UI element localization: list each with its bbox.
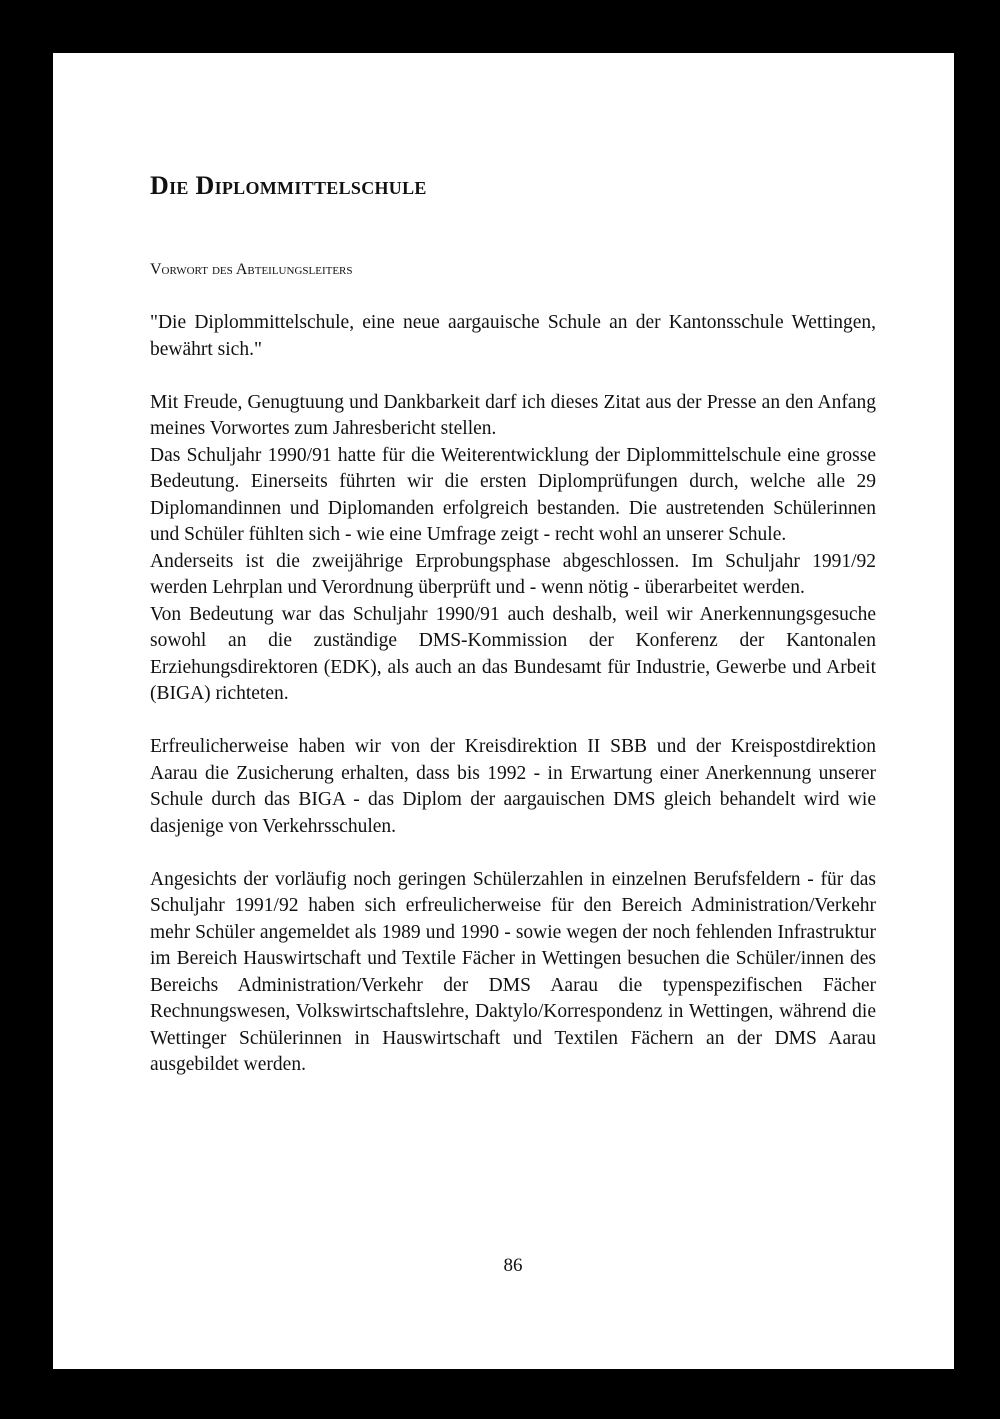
body-text bbox=[150, 310, 876, 1079]
paragraph: Angesichts der vorläufig noch geringen Schülerzahlen in einzelnen Berufsfeldern - für das Schuljahr 1991/92 haben sich erfreulicherweise für den Bereich Administration/Verkehr mehr Schüler angemeldet als 1989 und 1990 - sowie wegen der noch fehlenden Infrastruktur im Bereich Hauswirtschaft und Textile Fächer in Wettingen besuchen die Schüler/innen des Bereichs Administration/Verkehr der DMS Aarau die typenspezifischen Fächer Rechnungswesen, Volkswirtschaftslehre, Daktylo/Korrespondenz in Wettingen, während die Wettinger Schülerinnen in Hauswirtschaft und Textilen Fächern an der DMS Aarau ausgebildet werden. bbox=[150, 868, 876, 1075]
paragraph: Mit Freude, Genugtuung und Dankbarkeit darf ich dieses Zitat aus der Presse an den Anfang meines Vorwortes zum Jahresbericht stellen. bbox=[150, 391, 876, 439]
page-title: Die Diplommittelschule bbox=[150, 171, 427, 200]
paragraph: Das Schuljahr 1990/91 hatte für die Weiterentwicklung der Diplommittelschule eine grosse Bedeutung. Einerseits führten wir die ersten Diplomprüfungen durch, welche alle 29 Diplomandinnen und Diplomanden erfolgreich bestanden. Die austretenden Schülerinnen und Schüler fühlten sich - wie eine Umfrage zeigt - recht wohl an unserer Schule. bbox=[150, 444, 876, 545]
paragraph: Anderseits ist die zweijährige Erprobungsphase abgeschlossen. Im Schuljahr 1991/92 werden Lehrplan und Verordnung überprüft und - wenn nötig - überarbeitet werden. bbox=[150, 550, 876, 598]
page-number: 86 bbox=[503, 1255, 523, 1276]
paragraph-quote: "Die Diplommittelschule, eine neue aargauische Schule an der Kantonsschule Wettingen, bewährt sich." bbox=[150, 312, 876, 360]
paragraph: Von Bedeutung war das Schuljahr 1990/91 auch deshalb, weil wir Anerkennungsgesuche sowohl an die zuständige DMS-Kommission der Konferenz der Kantonalen Erziehungsdirektoren (EDK), als auch an das Bundesamt für Industrie, Gewerbe und Arbeit (BIGA) richteten. bbox=[150, 603, 876, 704]
section-subtitle: Vorwort des Abteilungsleiters bbox=[150, 261, 353, 278]
paragraph: Erfreulicherweise haben wir von der Kreisdirektion II SBB und der Kreispostdirektion Aarau die Zusicherung erhalten, dass bis 1992 - in Erwartung einer Anerkennung unserer Schule durch das BIGA - das Diplom der aargauischen DMS gleich behandelt wird wie dasjenige von Verkehrsschulen. bbox=[150, 736, 876, 837]
document-page bbox=[53, 53, 954, 1369]
